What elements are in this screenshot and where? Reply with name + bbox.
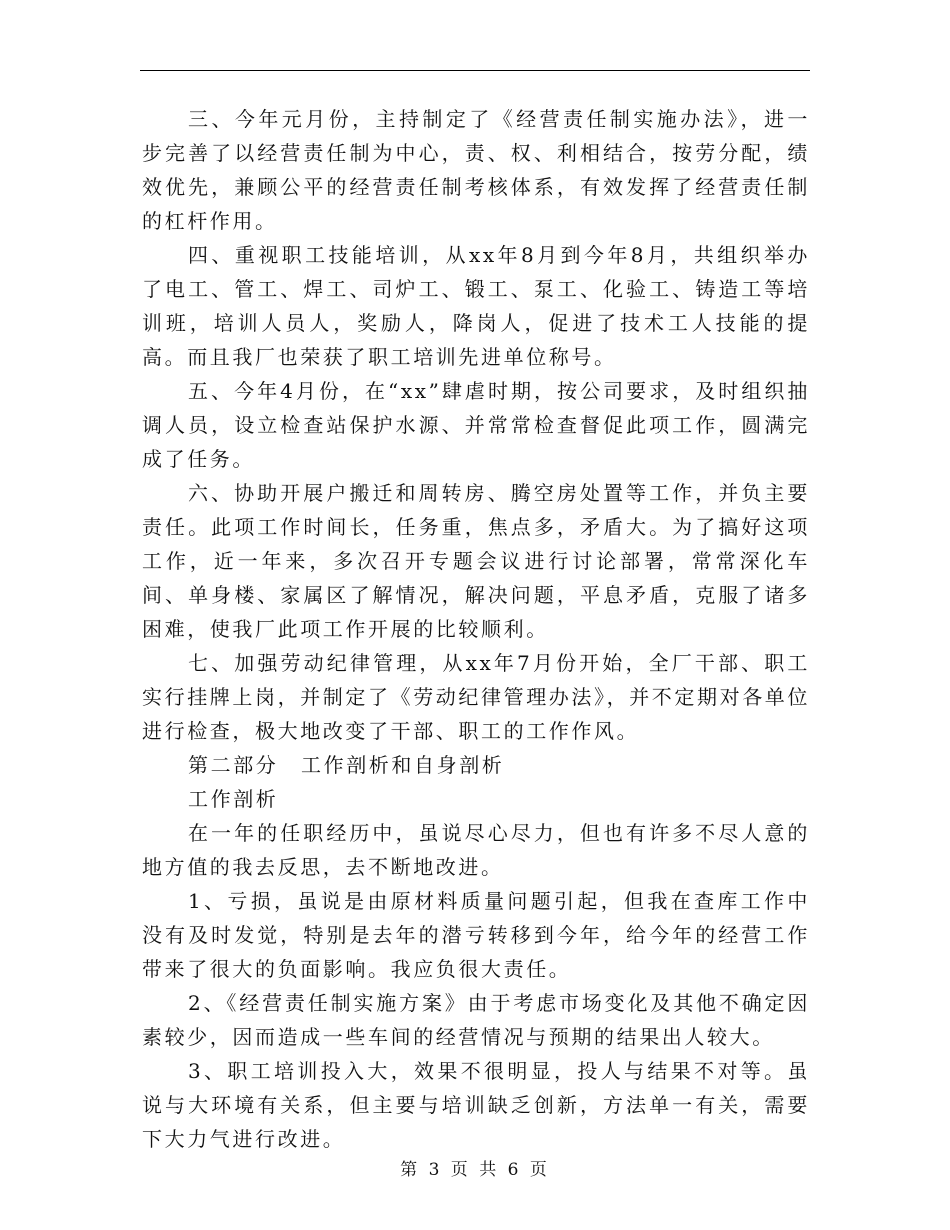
subheading-work-analysis: 工作剖析	[188, 787, 279, 811]
paragraph-item-2: 2、《经营责任制实施方案》由于考虑市场变化及其他不确定因素较少，因而造成一些车间的经营情况与预期的结果出人较大。	[142, 991, 810, 1049]
paragraph-7: 七、加强劳动纪律管理，从xx年7月份开始，全厂干部、职工实行挂牌上岗，并制定了《劳动纪律管理办法》，并不定期对各单位进行检查，极大地改变了干部、职工的工作作风。	[142, 651, 810, 743]
page-number-footer: 第 3 页 共 6 页	[400, 1160, 550, 1180]
header-rule	[140, 70, 810, 71]
paragraph-intro: 在一年的任职经历中，虽说尽心尽力，但也有许多不尽人意的地方值的我去反思，去不断地改进。	[142, 821, 810, 879]
paragraph-item-1: 1、亏损，虽说是由原材料质量问题引起，但我在查库工作中没有及时发觉，特别是去年的潜亏转移到今年，给今年的经营工作带来了很大的负面影响。我应负很大责任。	[142, 889, 810, 981]
paragraph-6: 六、协助开展户搬迁和周转房、腾空房处置等工作，并负主要责任。此项工作时间长，任务重，焦点多，矛盾大。为了搞好这项工作，近一年来，多次召开专题会议进行讨论部署，常常深化车间、单身楼、家属区了解情况，解决问题，平息矛盾，克服了诸多困难，使我厂此项工作开展的比较顺利。	[142, 481, 810, 641]
paragraph-3: 三、今年元月份，主持制定了《经营责任制实施办法》，进一步完善了以经营责任制为中心，责、权、利相结合，按劳分配，绩效优先，兼顾公平的经营责任制考核体系，有效发挥了经营责任制的杠杆作用。	[142, 107, 810, 233]
paragraph-4: 四、重视职工技能培训，从xx年8月到今年8月，共组织举办了电工、管工、焊工、司炉工、锻工、泵工、化验工、铸造工等培训班，培训人员人，奖励人，降岗人，促进了技术工人技能的提高。而且我厂也荣获了职工培训先进单位称号。	[142, 243, 810, 369]
document-body	[142, 102, 810, 1156]
paragraph-5: 五、今年4月份，在“xx”肆虐时期，按公司要求，及时组织抽调人员，设立检查站保护水源、并常常检查督促此项工作，圆满完成了任务。	[142, 379, 810, 471]
paragraph-item-3: 3、职工培训投入大，效果不很明显，投人与结果不对等。虽说与大环境有关系，但主要与培训缺乏创新，方法单一有关，需要下大力气进行改进。	[142, 1059, 810, 1151]
section-heading-part-two: 第二部分 工作剖析和自身剖析	[188, 753, 505, 777]
